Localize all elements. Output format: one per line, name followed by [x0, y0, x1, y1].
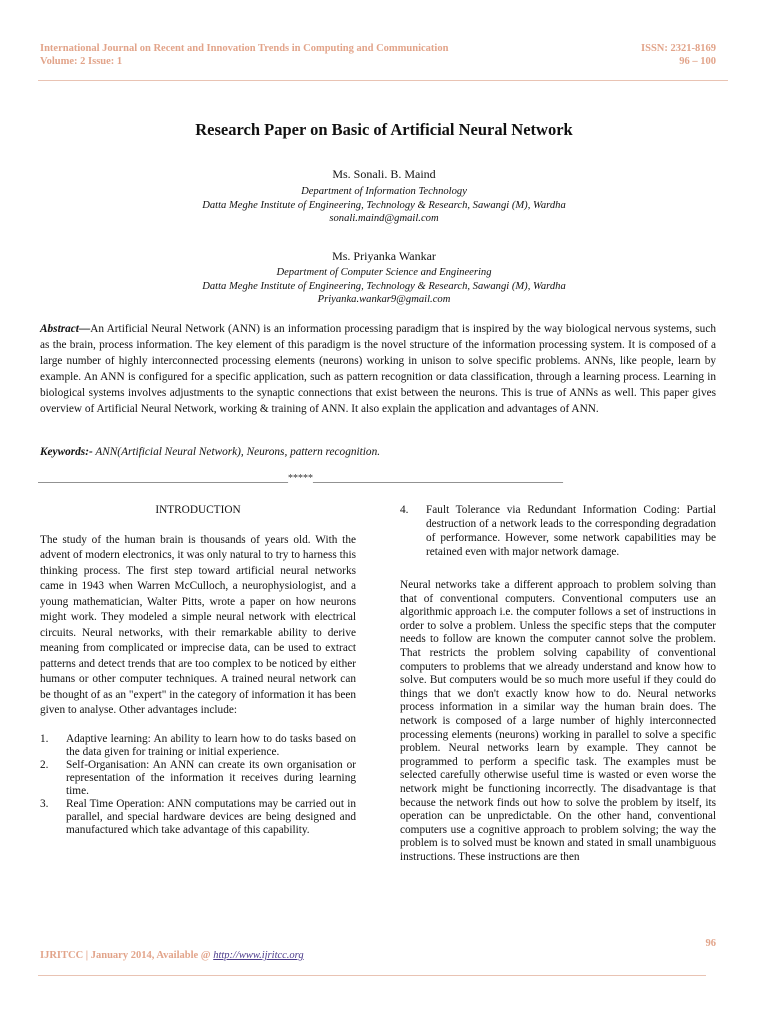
- footer: [40, 950, 304, 961]
- journal-name: International Journal on Recent and Innovation Trends in Computing and Communication: [40, 43, 449, 54]
- list-text: Self-Organisation: An ANN can create its own organisation or representation of the information it receives during learning time.: [66, 758, 356, 797]
- issn: ISSN: 2321-8169: [641, 43, 716, 54]
- list-text: Fault Tolerance via Redundant Information Coding: Partial destruction of a network leads to the corresponding degradation of performance. However, some network capabilities may be retained even with major network damage.: [426, 504, 716, 558]
- header-divider: [38, 80, 728, 81]
- list-number: 1.: [40, 732, 49, 745]
- page-number: 96: [705, 938, 716, 949]
- list-text: Real Time Operation: ANN computations may be carried out in parallel, and special hardware devices are being designed and manufactured which take advantage of this capability.: [66, 797, 356, 836]
- list-number: 3.: [40, 797, 49, 810]
- journal-header: [40, 42, 448, 68]
- keywords-text: ANN(Artificial Neural Network), Neurons, pattern recognition.: [92, 446, 381, 458]
- list-item: [40, 733, 356, 759]
- author-2-affiliation: [0, 266, 768, 307]
- list-item: [40, 798, 356, 837]
- abstract: [40, 321, 716, 417]
- author-2-email: Priyanka.wankar9@gmail.com: [317, 294, 451, 305]
- left-column: [40, 503, 356, 837]
- footer-divider: [38, 975, 706, 976]
- keywords-label: Keywords:-: [40, 446, 93, 458]
- author-2-inst: Datta Meghe Institute of Engineering, Technology & Research, Sawangi (M), Wardha: [202, 280, 566, 292]
- section-separator: __________________________________________________*****__________________________________________________: [38, 473, 563, 484]
- intro-paragraph: The study of the human brain is thousands of years old. With the advent of modern electronics, it was only natural to try to harness this thinking process. The first step toward artificial neural networks came in 1943 when Warren McCulloch, a neurophysiologist, and a young mathematician, Walter Pitts, wrote a paper on how neurons might work. They modeled a simple neural network with electrical circuits. Neural networks, with their remarkable ability to derive meaning from complicated or imprecise data, can be used to extract patterns and detect trends that are too complex to be noticed by either humans or other computer techniques. A trained neural network can be thought of as an "expert" in the category of information it has been given to analyse. Other advantages include:: [40, 533, 356, 716]
- author-1-inst: Datta Meghe Institute of Engineering, Technology & Research, Sawangi (M), Wardha: [202, 199, 566, 211]
- list-text: Adaptive learning: An ability to learn how to do tasks based on the data given for training or initial experience.: [66, 732, 356, 758]
- advantages-list: [40, 733, 356, 837]
- issn-header: [641, 42, 716, 68]
- author-1-name: Ms. Sonali. B. Maind: [332, 167, 436, 181]
- advantages-list-continued: [400, 503, 716, 559]
- list-item: [400, 503, 716, 559]
- right-column: [400, 503, 716, 864]
- abstract-text: An Artificial Neural Network (ANN) is an information processing paradigm that is inspired by the way biological nervous systems, such as the brain, process information. The key element of this paradigm is the novel structure of the information processing system. It is composed of a large number of highly interconnected processing elements (neurons) working in unison to solve specific problems. ANNs, like people, learn by example. An ANN is configured for a specific application, such as pattern recognition or data classification, through a learning process. Learning in biological systems involves adjustments to the synaptic connections that exist between the neurons. This is true of ANNs as well. This paper gives overview of Artificial Neural Network, working & training of ANN. It also explain the application and advantages of ANN.: [40, 323, 716, 415]
- keywords: [40, 446, 716, 458]
- author-1-email: sonali.maind@gmail.com: [329, 213, 439, 224]
- footer-text: IJRITCC | January 2014, Available @: [40, 950, 214, 961]
- abstract-label: Abstract—: [40, 323, 91, 335]
- body-paragraph: Neural networks take a different approach to problem solving than that of conventional computers. Conventional computers use an algorithmic approach i.e. the computer follows a set of instructions in order to solve a problem. Unless the specific steps that the computer needs to follow are known the computer cannot solve the problem. That restricts the problem solving capability of conventional computers to problems that we already understand and know how to solve. But computers would be so much more useful if they could do things that we don't exactly know how to do. Neural networks process information in a similar way the human brain does. The network is composed of a large number of highly interconnected processing elements (neurons) working in parallel to solve a specific problem. Neural networks learn by example. They cannot be programmed to perform a specific task. The examples must be selected carefully otherwise useful time is wasted or even worse the network might be functioning incorrectly. The disadvantage is that because the network finds out how to solve the problem by itself, its operation can be unpredictable. On the other hand, conventional computers use a cognitive approach to problem solving; the way the problem is to solved must be known and stated in small unambiguous instructions. These instructions are then: [400, 579, 716, 863]
- author-2-dept: Department of Computer Science and Engineering: [276, 267, 492, 278]
- page-range: 96 – 100: [679, 56, 716, 67]
- author-2-name: Ms. Priyanka Wankar: [332, 249, 436, 263]
- author-1-affiliation: [0, 185, 768, 226]
- paper-title: Research Paper on Basic of Artificial Neural Network: [195, 120, 573, 139]
- list-item: [40, 759, 356, 798]
- journal-link[interactable]: http://www.ijritcc.org: [213, 950, 304, 961]
- list-number: 4.: [400, 504, 409, 516]
- journal-volume: Volume: 2 Issue: 1: [40, 56, 123, 67]
- author-1-dept: Department of Information Technology: [301, 186, 467, 197]
- section-heading-introduction: INTRODUCTION: [155, 504, 241, 516]
- list-number: 2.: [40, 758, 49, 771]
